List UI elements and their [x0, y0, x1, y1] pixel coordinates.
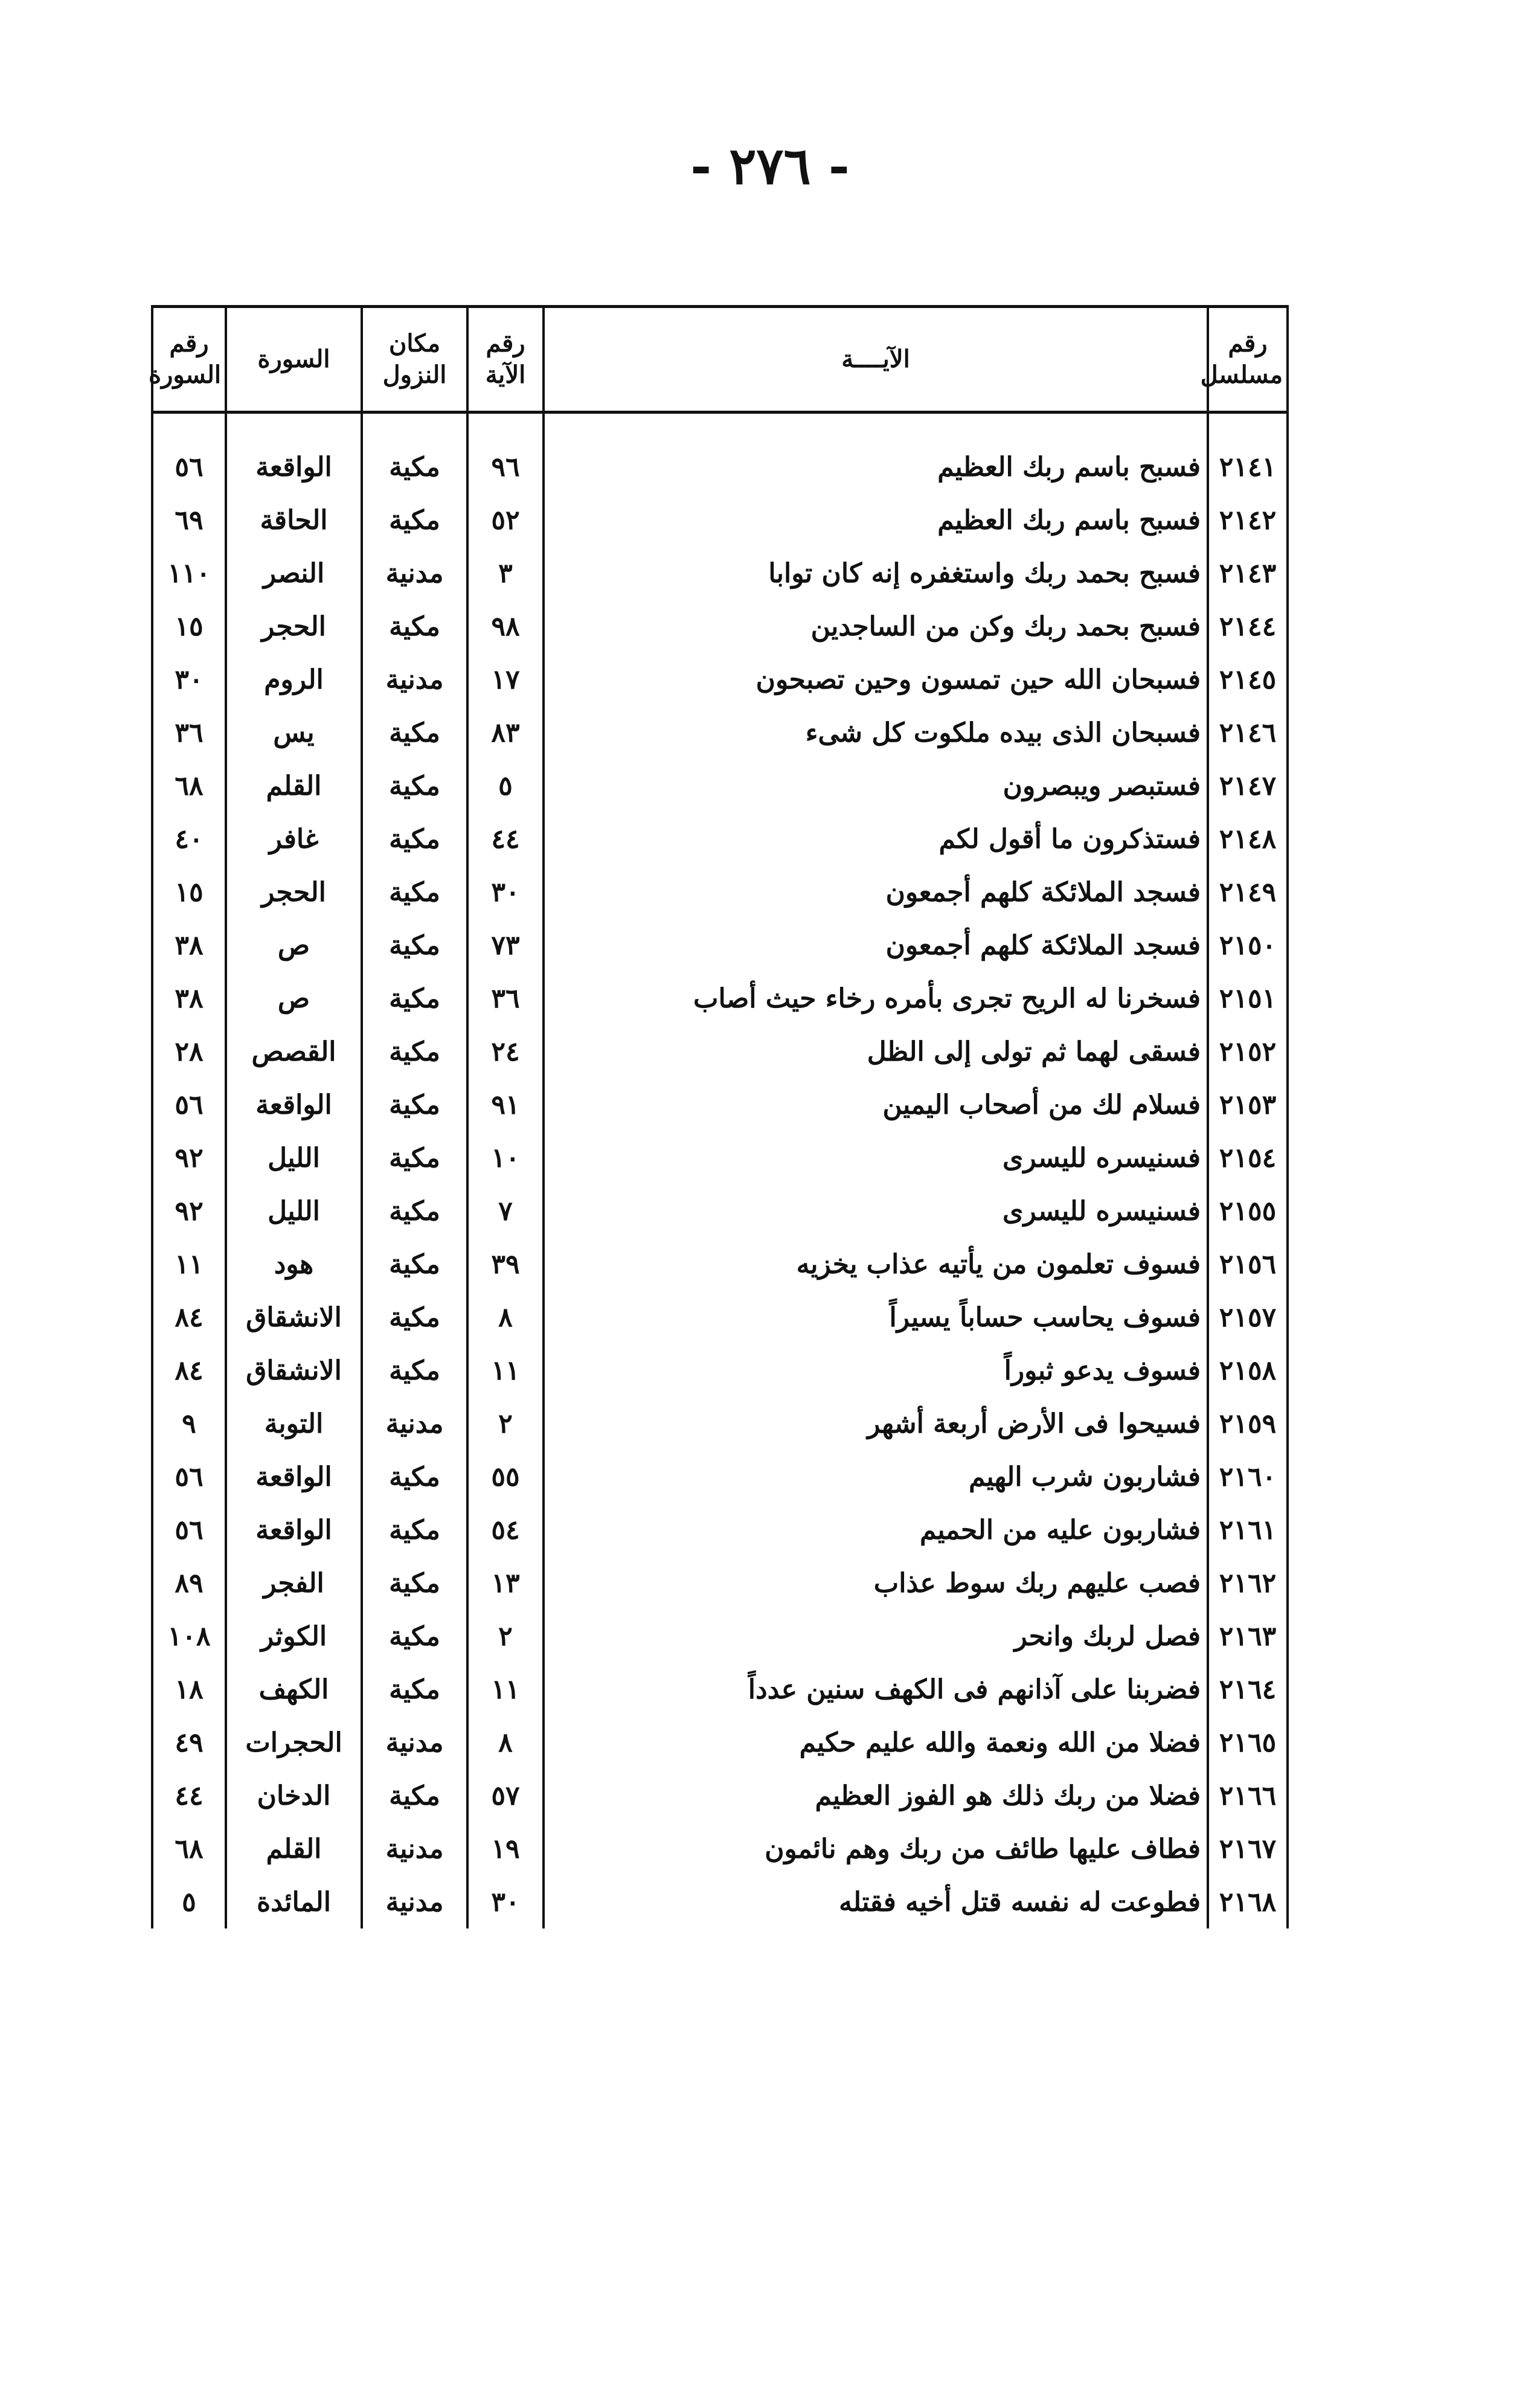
verse-cell: فسبح بحمد ربك وكن من الساجدين	[544, 600, 1208, 653]
table-body	[152, 413, 1288, 1929]
ayah-number-cell: ٨	[467, 1291, 544, 1344]
surah-name-cell: التوبة	[226, 1397, 362, 1450]
page-number: - ٢٧٦ -	[690, 136, 850, 196]
serial-cell: ٢١٤٤	[1208, 600, 1288, 653]
surah-number-cell: ٤٤	[152, 1769, 226, 1822]
ayah-number-cell: ٣٠	[467, 865, 544, 919]
verse-cell: فسيحوا فى الأرض أربعة أشهر	[544, 1397, 1208, 1450]
revelation-place-cell: مكية	[362, 1769, 467, 1822]
ayah-number-cell: ٨٣	[467, 706, 544, 759]
ayah-number-cell: ٢	[467, 1610, 544, 1663]
surah-number-cell: ٦٨	[152, 1822, 226, 1875]
table-row	[152, 1344, 1288, 1397]
table-row	[152, 1450, 1288, 1503]
surah-number-cell: ٣٦	[152, 706, 226, 759]
table-row	[152, 919, 1288, 972]
surah-name-cell: القلم	[226, 1822, 362, 1875]
revelation-place-cell: مكية	[362, 1556, 467, 1610]
revelation-place-cell: مكية	[362, 600, 467, 653]
table-row	[152, 440, 1288, 493]
serial-cell: ٢١٥٧	[1208, 1291, 1288, 1344]
surah-number-cell: ٥٦	[152, 1503, 226, 1556]
serial-cell: ٢١٥٤	[1208, 1131, 1288, 1184]
header-verse: الآيــــة	[544, 307, 1208, 413]
surah-name-cell: الواقعة	[226, 1450, 362, 1503]
verse-cell: فطاف عليها طائف من ربك وهم نائمون	[544, 1822, 1208, 1875]
revelation-place-cell: مكية	[362, 706, 467, 759]
verse-cell: فطوعت له نفسه قتل أخيه فقتله	[544, 1875, 1208, 1928]
verse-cell: فسقى لهما ثم تولى إلى الظل	[544, 1025, 1208, 1078]
revelation-place-cell: مدنية	[362, 1716, 467, 1769]
verse-cell: فستبصر ويبصرون	[544, 759, 1208, 812]
revelation-place-cell: مدنية	[362, 1822, 467, 1875]
ayah-number-cell: ٣٦	[467, 972, 544, 1025]
serial-cell: ٢١٦١	[1208, 1503, 1288, 1556]
ayah-number-cell: ٥٧	[467, 1769, 544, 1822]
surah-name-cell: الواقعة	[226, 440, 362, 493]
header-surah-number: رقم السورة	[152, 307, 226, 413]
surah-number-cell: ١٠٨	[152, 1610, 226, 1663]
surah-number-cell: ٦٩	[152, 493, 226, 547]
serial-cell: ٢١٥٣	[1208, 1078, 1288, 1131]
ayah-number-cell: ٧٣	[467, 919, 544, 972]
table-row	[152, 600, 1288, 653]
serial-cell: ٢١٦٣	[1208, 1610, 1288, 1663]
verse-cell: فسجد الملائكة كلهم أجمعون	[544, 919, 1208, 972]
surah-number-cell: ٨٩	[152, 1556, 226, 1610]
verse-cell: فسنيسره لليسرى	[544, 1184, 1208, 1238]
table-row	[152, 1238, 1288, 1291]
ayah-number-cell: ٤٤	[467, 812, 544, 865]
verse-cell: فسوف يدعو ثبوراً	[544, 1344, 1208, 1397]
revelation-place-cell: مدنية	[362, 547, 467, 600]
serial-cell: ٢١٦٠	[1208, 1450, 1288, 1503]
serial-cell: ٢١٦٨	[1208, 1875, 1288, 1928]
verse-cell: فستذكرون ما أقول لكم	[544, 812, 1208, 865]
verse-cell: فشاربون عليه من الحميم	[544, 1503, 1208, 1556]
surah-name-cell: الحجر	[226, 865, 362, 919]
table-row	[152, 493, 1288, 547]
surah-number-cell: ٩٢	[152, 1184, 226, 1238]
ayah-number-cell: ٥٥	[467, 1450, 544, 1503]
table-row	[152, 1397, 1288, 1450]
serial-cell: ٢١٥٥	[1208, 1184, 1288, 1238]
table-row	[152, 547, 1288, 600]
ayah-number-cell: ٥٢	[467, 493, 544, 547]
verse-cell: فسوف يحاسب حساباً يسيراً	[544, 1291, 1208, 1344]
verse-cell: فسلام لك من أصحاب اليمين	[544, 1078, 1208, 1131]
serial-cell: ٢١٥٩	[1208, 1397, 1288, 1450]
ayah-number-cell: ٩٨	[467, 600, 544, 653]
surah-name-cell: الليل	[226, 1184, 362, 1238]
surah-name-cell: يس	[226, 706, 362, 759]
surah-number-cell: ٣٨	[152, 972, 226, 1025]
surah-number-cell: ٣٠	[152, 653, 226, 706]
revelation-place-cell: مكية	[362, 812, 467, 865]
surah-name-cell: الواقعة	[226, 1078, 362, 1131]
surah-number-cell: ٥٦	[152, 1078, 226, 1131]
serial-cell: ٢١٤٧	[1208, 759, 1288, 812]
table-row	[152, 1610, 1288, 1663]
verse-cell: فسجد الملائكة كلهم أجمعون	[544, 865, 1208, 919]
table-spacer-row	[152, 413, 1288, 441]
ayah-number-cell: ٣	[467, 547, 544, 600]
table-row	[152, 1875, 1288, 1928]
revelation-place-cell: مكية	[362, 972, 467, 1025]
serial-cell: ٢١٤٨	[1208, 812, 1288, 865]
revelation-place-cell: مكية	[362, 1078, 467, 1131]
surah-name-cell: المائدة	[226, 1875, 362, 1928]
revelation-place-cell: مدنية	[362, 1875, 467, 1928]
surah-name-cell: القصص	[226, 1025, 362, 1078]
table-row	[152, 1663, 1288, 1716]
table-header-row	[152, 307, 1288, 413]
ayah-number-cell: ٢٤	[467, 1025, 544, 1078]
revelation-place-cell: مكية	[362, 493, 467, 547]
revelation-place-cell: مكية	[362, 1344, 467, 1397]
table-row	[152, 1769, 1288, 1822]
surah-name-cell: هود	[226, 1238, 362, 1291]
revelation-place-cell: مكية	[362, 1025, 467, 1078]
surah-name-cell: الكهف	[226, 1663, 362, 1716]
table-row	[152, 972, 1288, 1025]
revelation-place-cell: مدنية	[362, 653, 467, 706]
ayah-number-cell: ٢	[467, 1397, 544, 1450]
surah-name-cell: غافر	[226, 812, 362, 865]
table-row	[152, 706, 1288, 759]
surah-number-cell: ٥٦	[152, 440, 226, 493]
serial-cell: ٢١٥٨	[1208, 1344, 1288, 1397]
verse-cell: فسبحان الذى بيده ملكوت كل شىء	[544, 706, 1208, 759]
table-row	[152, 1503, 1288, 1556]
ayah-number-cell: ٣٩	[467, 1238, 544, 1291]
verse-cell: فصب عليهم ربك سوط عذاب	[544, 1556, 1208, 1610]
table-row	[152, 1822, 1288, 1875]
surah-name-cell: الفجر	[226, 1556, 362, 1610]
table-row	[152, 653, 1288, 706]
ayah-number-cell: ٥٤	[467, 1503, 544, 1556]
revelation-place-cell: مكية	[362, 1131, 467, 1184]
surah-number-cell: ٩	[152, 1397, 226, 1450]
surah-name-cell: الدخان	[226, 1769, 362, 1822]
serial-cell: ٢١٥٢	[1208, 1025, 1288, 1078]
surah-number-cell: ١٨	[152, 1663, 226, 1716]
surah-number-cell: ٥	[152, 1875, 226, 1928]
surah-number-cell: ٨٤	[152, 1344, 226, 1397]
surah-number-cell: ٨٤	[152, 1291, 226, 1344]
header-serial: رقم مسلسل	[1208, 307, 1288, 413]
table-row	[152, 1716, 1288, 1769]
table-row	[152, 1078, 1288, 1131]
revelation-place-cell: مكية	[362, 919, 467, 972]
revelation-place-cell: مكية	[362, 440, 467, 493]
serial-cell: ٢١٥٠	[1208, 919, 1288, 972]
surah-number-cell: ٤٠	[152, 812, 226, 865]
revelation-place-cell: مكية	[362, 1291, 467, 1344]
serial-cell: ٢١٤٦	[1208, 706, 1288, 759]
ayah-number-cell: ٧	[467, 1184, 544, 1238]
ayah-number-cell: ١١	[467, 1663, 544, 1716]
header-place: مكان النزول	[362, 307, 467, 413]
ayah-number-cell: ٥	[467, 759, 544, 812]
verse-cell: فسنيسره لليسرى	[544, 1131, 1208, 1184]
table-row	[152, 812, 1288, 865]
surah-name-cell: الانشقاق	[226, 1344, 362, 1397]
table-row	[152, 1556, 1288, 1610]
surah-number-cell: ١٥	[152, 600, 226, 653]
ayah-number-cell: ١٧	[467, 653, 544, 706]
revelation-place-cell: مكية	[362, 1450, 467, 1503]
revelation-place-cell: مكية	[362, 759, 467, 812]
verse-cell: فشاربون شرب الهيم	[544, 1450, 1208, 1503]
serial-cell: ٢١٦٥	[1208, 1716, 1288, 1769]
revelation-place-cell: مكية	[362, 1663, 467, 1716]
header-ayah-number: رقم الآية	[467, 307, 544, 413]
surah-name-cell: الكوثر	[226, 1610, 362, 1663]
ayah-number-cell: ١٣	[467, 1556, 544, 1610]
header-surah: السورة	[226, 307, 362, 413]
serial-cell: ٢١٤١	[1208, 440, 1288, 493]
surah-number-cell: ٩٢	[152, 1131, 226, 1184]
verse-cell: فضربنا على آذانهم فى الكهف سنين عدداً	[544, 1663, 1208, 1716]
ayah-number-cell: ٣٠	[467, 1875, 544, 1928]
surah-name-cell: الحاقة	[226, 493, 362, 547]
ayah-number-cell: ١٩	[467, 1822, 544, 1875]
table-row	[152, 1291, 1288, 1344]
serial-cell: ٢١٤٥	[1208, 653, 1288, 706]
ayah-number-cell: ٩١	[467, 1078, 544, 1131]
ayah-number-cell: ١١	[467, 1344, 544, 1397]
index-table-container	[151, 305, 1286, 1963]
verse-cell: فسبحان الله حين تمسون وحين تصبحون	[544, 653, 1208, 706]
verse-cell: فضلا من ربك ذلك هو الفوز العظيم	[544, 1769, 1208, 1822]
serial-cell: ٢١٤٢	[1208, 493, 1288, 547]
verse-index-table	[151, 305, 1289, 1928]
surah-number-cell: ٤٩	[152, 1716, 226, 1769]
surah-number-cell: ١٥	[152, 865, 226, 919]
verse-cell: فسخرنا له الريح تجرى بأمره رخاء حيث أصاب	[544, 972, 1208, 1025]
revelation-place-cell: مكية	[362, 1610, 467, 1663]
verse-cell: فسوف تعلمون من يأتيه عذاب يخزيه	[544, 1238, 1208, 1291]
serial-cell: ٢١٥٦	[1208, 1238, 1288, 1291]
verse-cell: فضلا من الله ونعمة والله عليم حكيم	[544, 1716, 1208, 1769]
serial-cell: ٢١٦٤	[1208, 1663, 1288, 1716]
revelation-place-cell: مكية	[362, 1503, 467, 1556]
table-row	[152, 865, 1288, 919]
surah-number-cell: ٥٦	[152, 1450, 226, 1503]
table-row	[152, 1131, 1288, 1184]
surah-name-cell: الليل	[226, 1131, 362, 1184]
verse-cell: فسبح بحمد ربك واستغفره إنه كان توابا	[544, 547, 1208, 600]
surah-number-cell: ٢٨	[152, 1025, 226, 1078]
serial-cell: ٢١٤٩	[1208, 865, 1288, 919]
serial-cell: ٢١٦٦	[1208, 1769, 1288, 1822]
surah-number-cell: ١١	[152, 1238, 226, 1291]
verse-cell: فصل لربك وانحر	[544, 1610, 1208, 1663]
surah-name-cell: القلم	[226, 759, 362, 812]
surah-name-cell: الروم	[226, 653, 362, 706]
surah-name-cell: الحجرات	[226, 1716, 362, 1769]
verse-cell: فسبح باسم ربك العظيم	[544, 493, 1208, 547]
surah-number-cell: ٣٨	[152, 919, 226, 972]
table-row	[152, 759, 1288, 812]
table-row	[152, 1025, 1288, 1078]
surah-name-cell: الحجر	[226, 600, 362, 653]
revelation-place-cell: مدنية	[362, 1397, 467, 1450]
surah-name-cell: الانشقاق	[226, 1291, 362, 1344]
serial-cell: ٢١٤٣	[1208, 547, 1288, 600]
surah-name-cell: ص	[226, 972, 362, 1025]
surah-name-cell: الواقعة	[226, 1503, 362, 1556]
verse-cell: فسبح باسم ربك العظيم	[544, 440, 1208, 493]
ayah-number-cell: ١٠	[467, 1131, 544, 1184]
surah-name-cell: ص	[226, 919, 362, 972]
serial-cell: ٢١٥١	[1208, 972, 1288, 1025]
revelation-place-cell: مكية	[362, 1184, 467, 1238]
serial-cell: ٢١٦٢	[1208, 1556, 1288, 1610]
surah-number-cell: ١١٠	[152, 547, 226, 600]
revelation-place-cell: مكية	[362, 1238, 467, 1291]
revelation-place-cell: مكية	[362, 865, 467, 919]
table-row	[152, 1184, 1288, 1238]
surah-number-cell: ٦٨	[152, 759, 226, 812]
surah-name-cell: النصر	[226, 547, 362, 600]
ayah-number-cell: ٩٦	[467, 440, 544, 493]
serial-cell: ٢١٦٧	[1208, 1822, 1288, 1875]
ayah-number-cell: ٨	[467, 1716, 544, 1769]
